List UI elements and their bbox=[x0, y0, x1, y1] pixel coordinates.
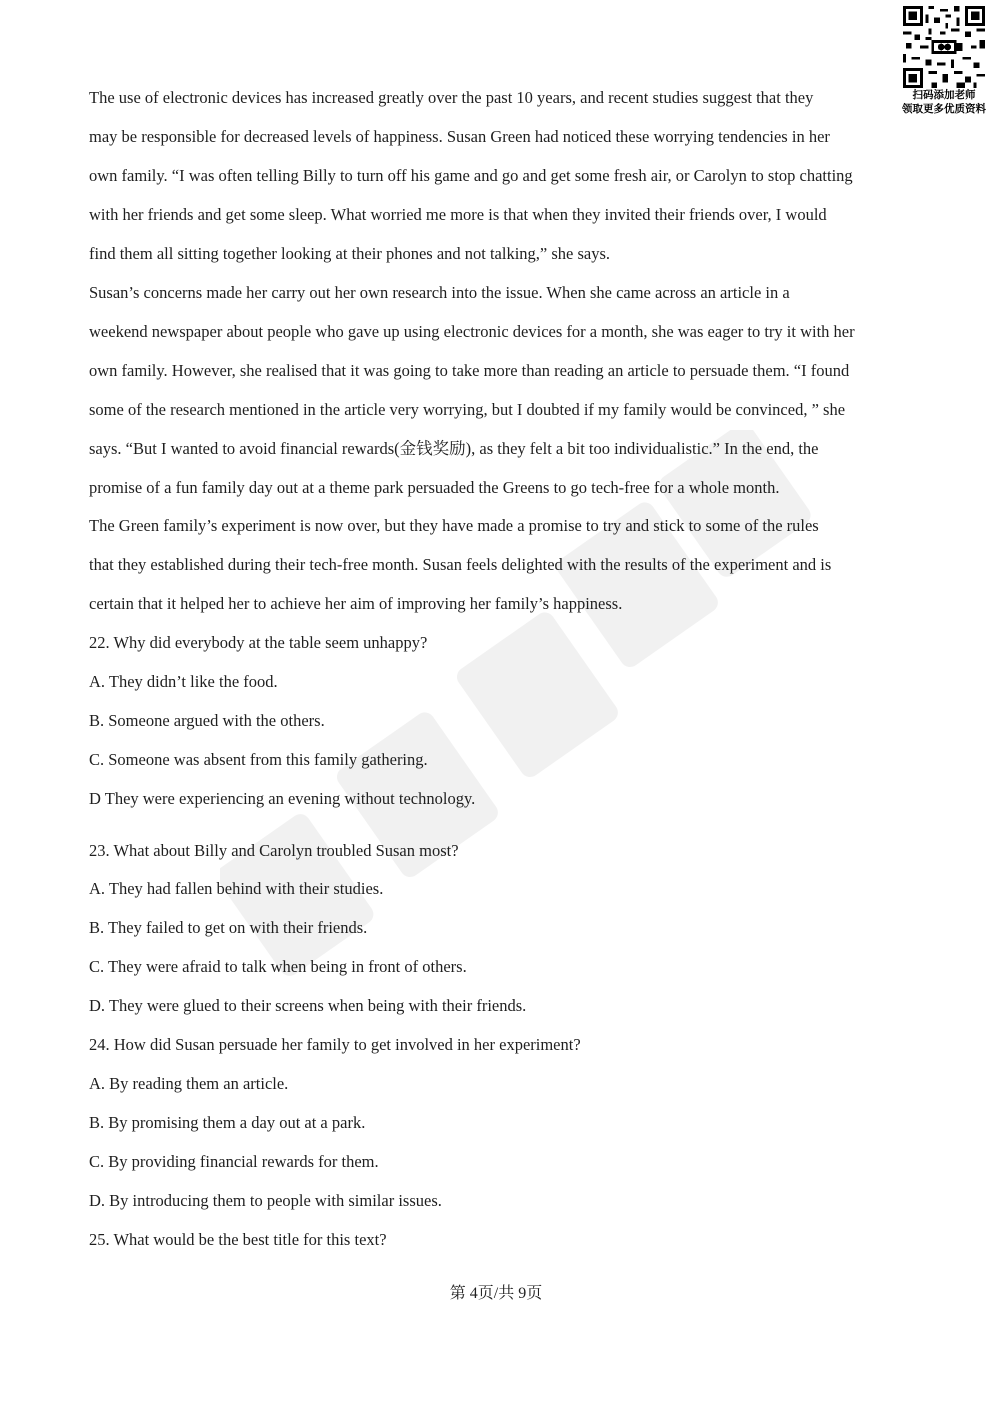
question-24-option-c: C. By providing financial rewards for them. bbox=[89, 1152, 379, 1171]
question-23-option-a: A. They had fallen behind with their studies. bbox=[89, 879, 384, 898]
question-25-stem: 25. What would be the best title for this text? bbox=[89, 1230, 387, 1249]
passage-paragraph-3: The Green family’s experiment is now over, but they have made a promise to try and stick to some of the rules that they established during their tech-free month. Susan feels delighted with the results of the experiment and is certain that it helped her to achieve her aim of improving her family’s happiness. bbox=[89, 516, 832, 613]
qr-code-block bbox=[898, 6, 990, 116]
question-22-option-b: B. Someone argued with the others. bbox=[89, 711, 325, 730]
question-24-stem: 24. How did Susan persuade her family to get involved in her experiment? bbox=[89, 1035, 581, 1054]
question-23-option-b: B. They failed to get on with their friends. bbox=[89, 918, 368, 937]
question-24-option-d: D. By introducing them to people with similar issues. bbox=[89, 1191, 442, 1210]
question-22-option-c: C. Someone was absent from this family gathering. bbox=[89, 750, 428, 769]
question-22-option-d: D They were experiencing an evening without technology. bbox=[89, 789, 476, 808]
qr-caption-line-1: 扫码添加老师 bbox=[912, 89, 976, 101]
question-22-stem: 22. Why did everybody at the table seem unhappy? bbox=[89, 633, 428, 652]
passage-paragraph-2: Susan’s concerns made her carry out her own research into the issue. When she came across an article in a weekend newspaper about people who gave up using electronic devices for a month, she was eager to try it with her own family. However, she realised that it was going to take more than reading an article to persuade them. “I found some of the research mentioned in the article very worrying, but I doubted if my family would be convinced, ” she says. “But I wanted to avoid financial rewards(金钱奖励), as they felt a bit too individualistic.” In the end, the promise of a fun family day out at a theme park persuaded the Greens to go tech-free for a whole month. bbox=[89, 283, 855, 497]
passage-paragraph-1: The use of electronic devices has increased greatly over the past 10 years, and recent studies suggest that they may be responsible for decreased levels of happiness. Susan Green had noticed these worrying tendencies in her own family. “I was often telling Billy to turn off his game and go and get some fresh air, or Carolyn to stop chatting with her friends and get some sleep. What worried me more is that when they invited their friends over, I would find them all sitting together looking at their phones and not talking,” she says. bbox=[89, 88, 853, 263]
qr-caption-line-2: 领取更多优质资料 bbox=[902, 103, 986, 115]
question-23-stem: 23. What about Billy and Carolyn troubled Susan most? bbox=[89, 841, 459, 860]
question-23-option-c: C. They were afraid to talk when being in front of others. bbox=[89, 957, 467, 976]
question-24-option-a: A. By reading them an article. bbox=[89, 1074, 289, 1093]
question-24-option-b: B. By promising them a day out at a park. bbox=[89, 1113, 366, 1132]
question-23-option-d: D. They were glued to their screens when being with their friends. bbox=[89, 996, 527, 1015]
page-number-footer: 第 4页/共 9页 bbox=[449, 1285, 543, 1302]
question-22-option-a: A. They didn’t like the food. bbox=[89, 672, 278, 691]
qr-code-icon bbox=[903, 6, 985, 88]
